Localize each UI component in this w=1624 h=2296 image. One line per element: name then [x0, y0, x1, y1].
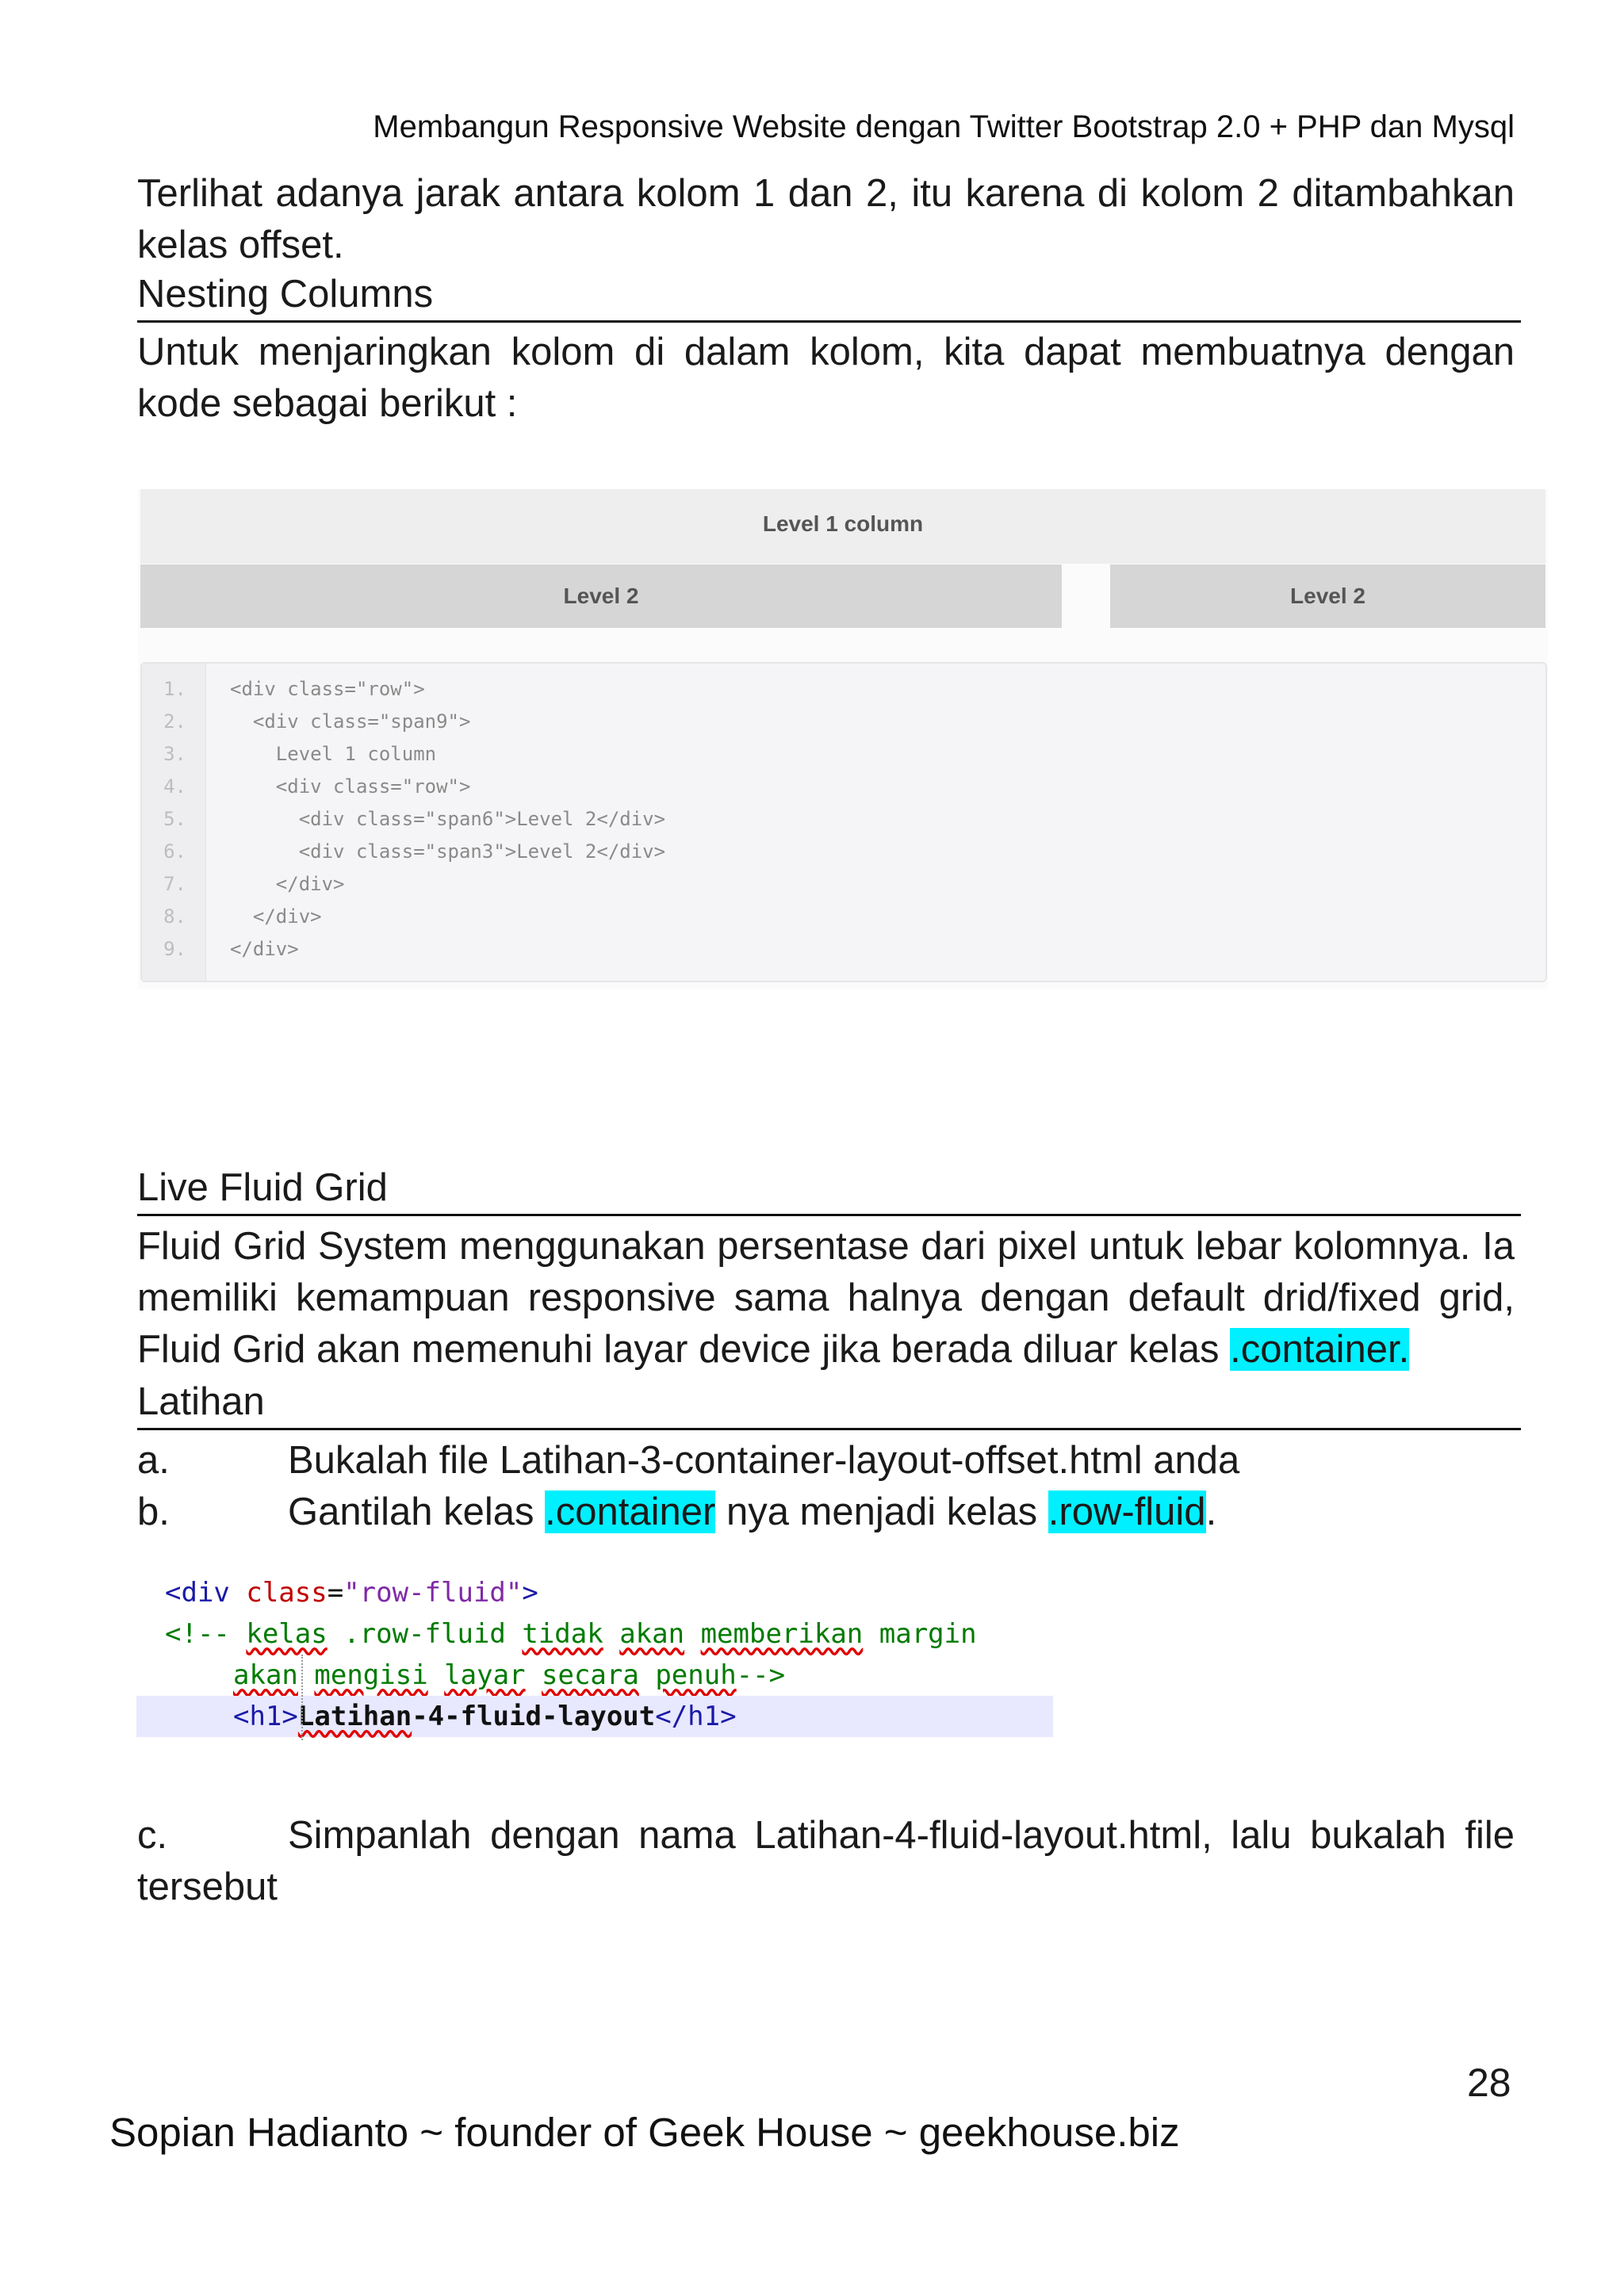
code-text: </div> [230, 905, 322, 928]
code-line [142, 706, 1545, 738]
code-text: <div class="span9"> [230, 710, 471, 733]
running-header: Membangun Responsive Website dengan Twitter Bootstrap 2.0 + PHP dan Mysql [373, 109, 1515, 144]
section-title-nesting: Nesting Columns [137, 270, 1521, 323]
nesting-paragraph: Untuk menjaringkan kolom di dalam kolom, kita dapat membuatnya dengan kode sebagai berikut : [137, 331, 1515, 425]
editor-current-line [136, 1696, 1053, 1737]
code-line [142, 738, 1545, 771]
fluid-paragraph [137, 1221, 1515, 1376]
code-token [603, 1618, 619, 1650]
code-token: </h1> [655, 1701, 737, 1732]
list-text: Simpanlah dengan nama Latihan-4-fluid-layout.html, lalu bukalah file tersebut [137, 1814, 1515, 1908]
code-text: <div class="span6">Level 2</div> [230, 808, 666, 830]
line-number: 3. [163, 743, 186, 765]
highlight-row-fluid: .row-fluid [1048, 1490, 1206, 1533]
code-text: Level 1 column [230, 743, 437, 765]
code-line [142, 836, 1545, 868]
code-token [428, 1659, 444, 1691]
list-marker: a. [137, 1439, 170, 1482]
page-footer: Sopian Hadianto ~ founder of Geek House ~ geekhouse.biz [109, 2110, 1180, 2155]
editor-line [233, 1655, 785, 1696]
code-line [142, 673, 1545, 706]
code-line [142, 868, 1545, 901]
line-number: 8. [163, 905, 186, 928]
code-token [526, 1659, 542, 1691]
line-number: 6. [163, 840, 186, 863]
section-title-fluid-grid: Live Fluid Grid [137, 1163, 1521, 1216]
code-token: margin [863, 1618, 977, 1650]
list-text: . [1205, 1490, 1217, 1533]
code-token: kelas [246, 1618, 327, 1650]
code-token: .row-fluid [327, 1618, 523, 1650]
highlight-container: .container. [1230, 1328, 1410, 1371]
line-number: 9. [163, 938, 186, 960]
indent-guide [301, 1655, 303, 1740]
list-marker: b. [137, 1490, 170, 1533]
list-item-a [137, 1435, 1515, 1487]
list-item-c [137, 1810, 1515, 1913]
line-number: 1. [163, 678, 186, 700]
list-text: nya menjadi kelas [715, 1490, 1048, 1533]
level2-column-right: Level 2 [1110, 564, 1545, 628]
code-token: tidak [522, 1618, 603, 1650]
code-text: <div class="row"> [230, 775, 471, 798]
code-token [639, 1659, 655, 1691]
code-editor-screenshot [136, 1572, 1053, 1756]
code-token: "row-fluid" [343, 1577, 523, 1609]
code-token: <h1> [233, 1701, 298, 1732]
editor-line [165, 1613, 977, 1655]
code-token: <!-- [165, 1618, 247, 1650]
code-text: <div class="span3">Level 2</div> [230, 840, 666, 863]
code-text: </div> [230, 873, 345, 895]
page-number: 28 [1467, 2061, 1511, 2105]
code-token: > [522, 1577, 538, 1609]
code-token: penuh [655, 1659, 737, 1691]
code-text: </div> [230, 938, 299, 960]
section-title-latihan: Latihan [137, 1377, 1521, 1430]
code-token: memberikan [700, 1618, 864, 1650]
code-text: <div class="row"> [230, 678, 425, 700]
code-block [140, 662, 1547, 982]
code-line [142, 771, 1545, 803]
editor-line [165, 1572, 538, 1613]
code-token: Latihan [297, 1701, 412, 1732]
code-token: layar [444, 1659, 526, 1691]
code-line [142, 933, 1545, 966]
code-line [142, 901, 1545, 933]
fluid-text: Fluid Grid System menggunakan persentase dari pixel untuk lebar kolomnya. Ia memiliki kemampuan responsive sama halnya dengan default drid/fixed grid, Fluid Grid akan memenuhi layar device jika berada diluar kelas [137, 1225, 1515, 1371]
code-token: -4-fluid-layout [412, 1701, 656, 1732]
code-token: --> [736, 1659, 786, 1691]
code-token: = [327, 1577, 344, 1609]
code-token: secara [542, 1659, 639, 1691]
line-number: 5. [163, 808, 186, 830]
list-item-b [137, 1487, 1515, 1538]
code-token: akan [233, 1659, 298, 1691]
code-token: <div [165, 1577, 247, 1609]
code-line [142, 803, 1545, 836]
list-text: Bukalah file Latihan-3-container-layout-offset.html anda [288, 1439, 1240, 1482]
list-marker: c. [137, 1814, 168, 1857]
code-token: class [246, 1577, 327, 1609]
code-token: mengisi [314, 1659, 428, 1691]
list-text: Gantilah kelas [288, 1490, 546, 1533]
line-number: 7. [163, 873, 186, 895]
level2-column-left: Level 2 [140, 564, 1062, 628]
code-token [298, 1659, 314, 1691]
code-token: akan [619, 1618, 685, 1650]
line-number: 2. [163, 710, 186, 733]
highlight-container: .container [545, 1490, 716, 1533]
level1-column: Level 1 column [140, 489, 1545, 564]
intro-paragraph: Terlihat adanya jarak antara kolom 1 dan 2, itu karena di kolom 2 ditambahkan kelas offset. [137, 172, 1515, 266]
nested-grid-screenshot [138, 489, 1548, 989]
code-token [684, 1618, 700, 1650]
line-number: 4. [163, 775, 186, 798]
